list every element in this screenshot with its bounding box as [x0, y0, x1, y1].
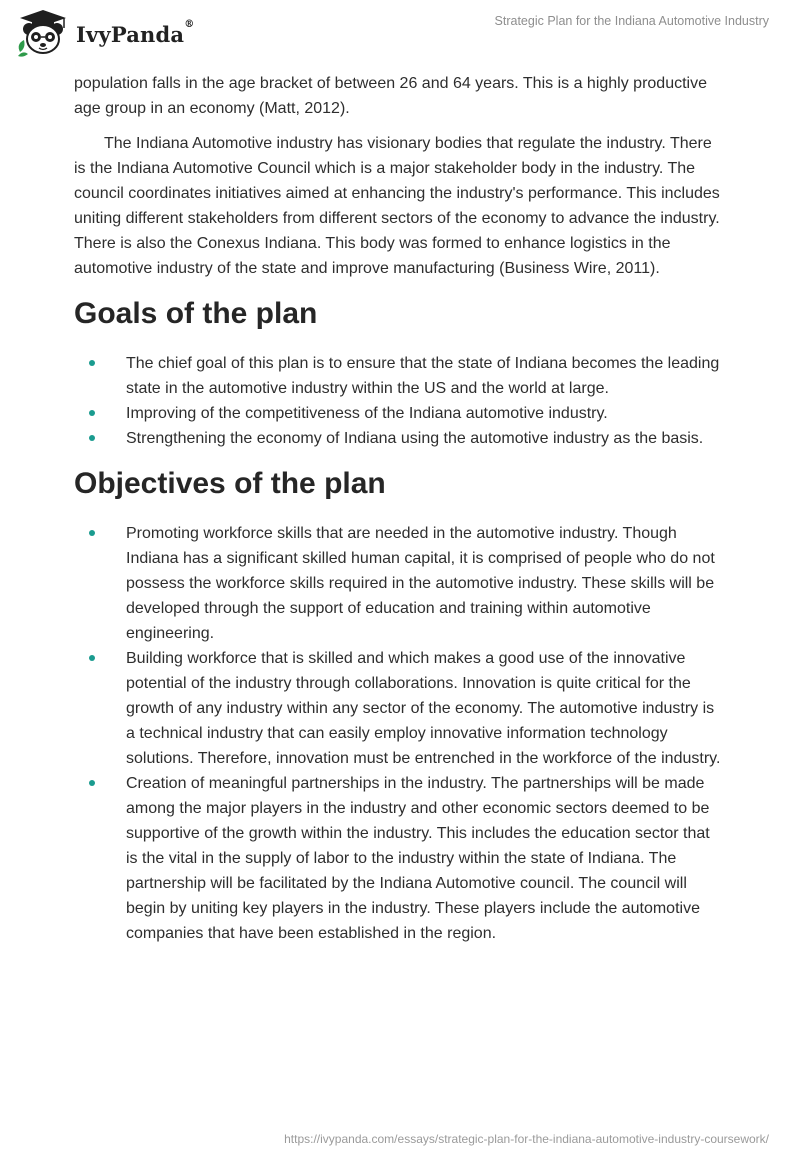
essay-content [74, 71, 724, 960]
objectives-list [74, 521, 724, 946]
page-header [0, 0, 800, 62]
bullet-dot-icon [89, 780, 95, 786]
list-item [74, 401, 724, 426]
list-item-text: Improving of the competitiveness of the Indiana automotive industry. [126, 405, 608, 422]
bullet-dot-icon [89, 655, 95, 661]
objectives-heading: Objectives of the plan [74, 467, 386, 500]
bullet-dot-icon [89, 530, 95, 536]
list-item-text: Promoting workforce skills that are needed in the automotive industry. Though Indiana has a significant skilled human capital, it is comprised of people who do not possess the workforce skills required in the automotive industry. These skills will be developed through the support of education and training within automotive engineering. [126, 525, 715, 642]
goals-list [74, 351, 724, 451]
document-title: Strategic Plan for the Indiana Automotive Industry [494, 14, 769, 28]
list-item-text: Creation of meaningful partnerships in the industry. The partnerships will be made among the major players in the industry and other economic sectors deemed to be supportive of the growth within the industry. This includes the education sector that is the vital in the supply of labor to the industry within the state of Indiana. The partnership will be facilitated by the Indiana Automotive council. The council will begin by uniting key players in the industry. These players include the automotive companies that have been established in the region. [126, 775, 710, 942]
list-item [74, 646, 724, 771]
list-item-text: Strengthening the economy of Indiana using the automotive industry as the basis. [126, 430, 704, 447]
list-item-text: The chief goal of this plan is to ensure that the state of Indiana becomes the leading state in the automotive industry within the US and the world at large. [126, 355, 720, 397]
list-item [74, 521, 724, 646]
ivypanda-logo[interactable] [14, 8, 194, 58]
bullet-dot-icon [89, 410, 95, 416]
brand-name: IvyPanda® [76, 18, 195, 47]
source-url[interactable]: https://ivypanda.com/essays/strategic-plan-for-the-indiana-automotive-industry-coursework/ [284, 1132, 769, 1146]
panda-logo-icon [14, 8, 72, 58]
list-item [74, 426, 724, 451]
paragraph: population falls in the age bracket of between 26 and 64 years. This is a highly productive age group in an economy (Matt, 2012). [74, 75, 707, 117]
bullet-dot-icon [89, 435, 95, 441]
paragraph: The Indiana Automotive industry has visionary bodies that regulate the industry. There is the Indiana Automotive Council which is a major stakeholder body in the industry. The council coordinates initiatives aimed at enhancing the industry's performance. This includes uniting different stakeholders from different sectors of the economy to advance the industry. There is also the Conexus Indiana. This body was formed to enhance logistics in the automotive industry of the state and improve manufacturing (Business Wire, 2011). [74, 135, 720, 277]
goals-heading: Goals of the plan [74, 297, 318, 330]
list-item-text: Building workforce that is skilled and which makes a good use of the innovative potential of the industry through collaborations. Innovation is quite critical for the growth of any industry within any sector of the economy. The automotive industry is a technical industry that can easily employ innovative information technology solutions. Therefore, innovation must be entrenched in the workforce of the industry. [126, 650, 721, 767]
list-item [74, 771, 724, 946]
bullet-dot-icon [89, 360, 95, 366]
list-item [74, 351, 724, 401]
